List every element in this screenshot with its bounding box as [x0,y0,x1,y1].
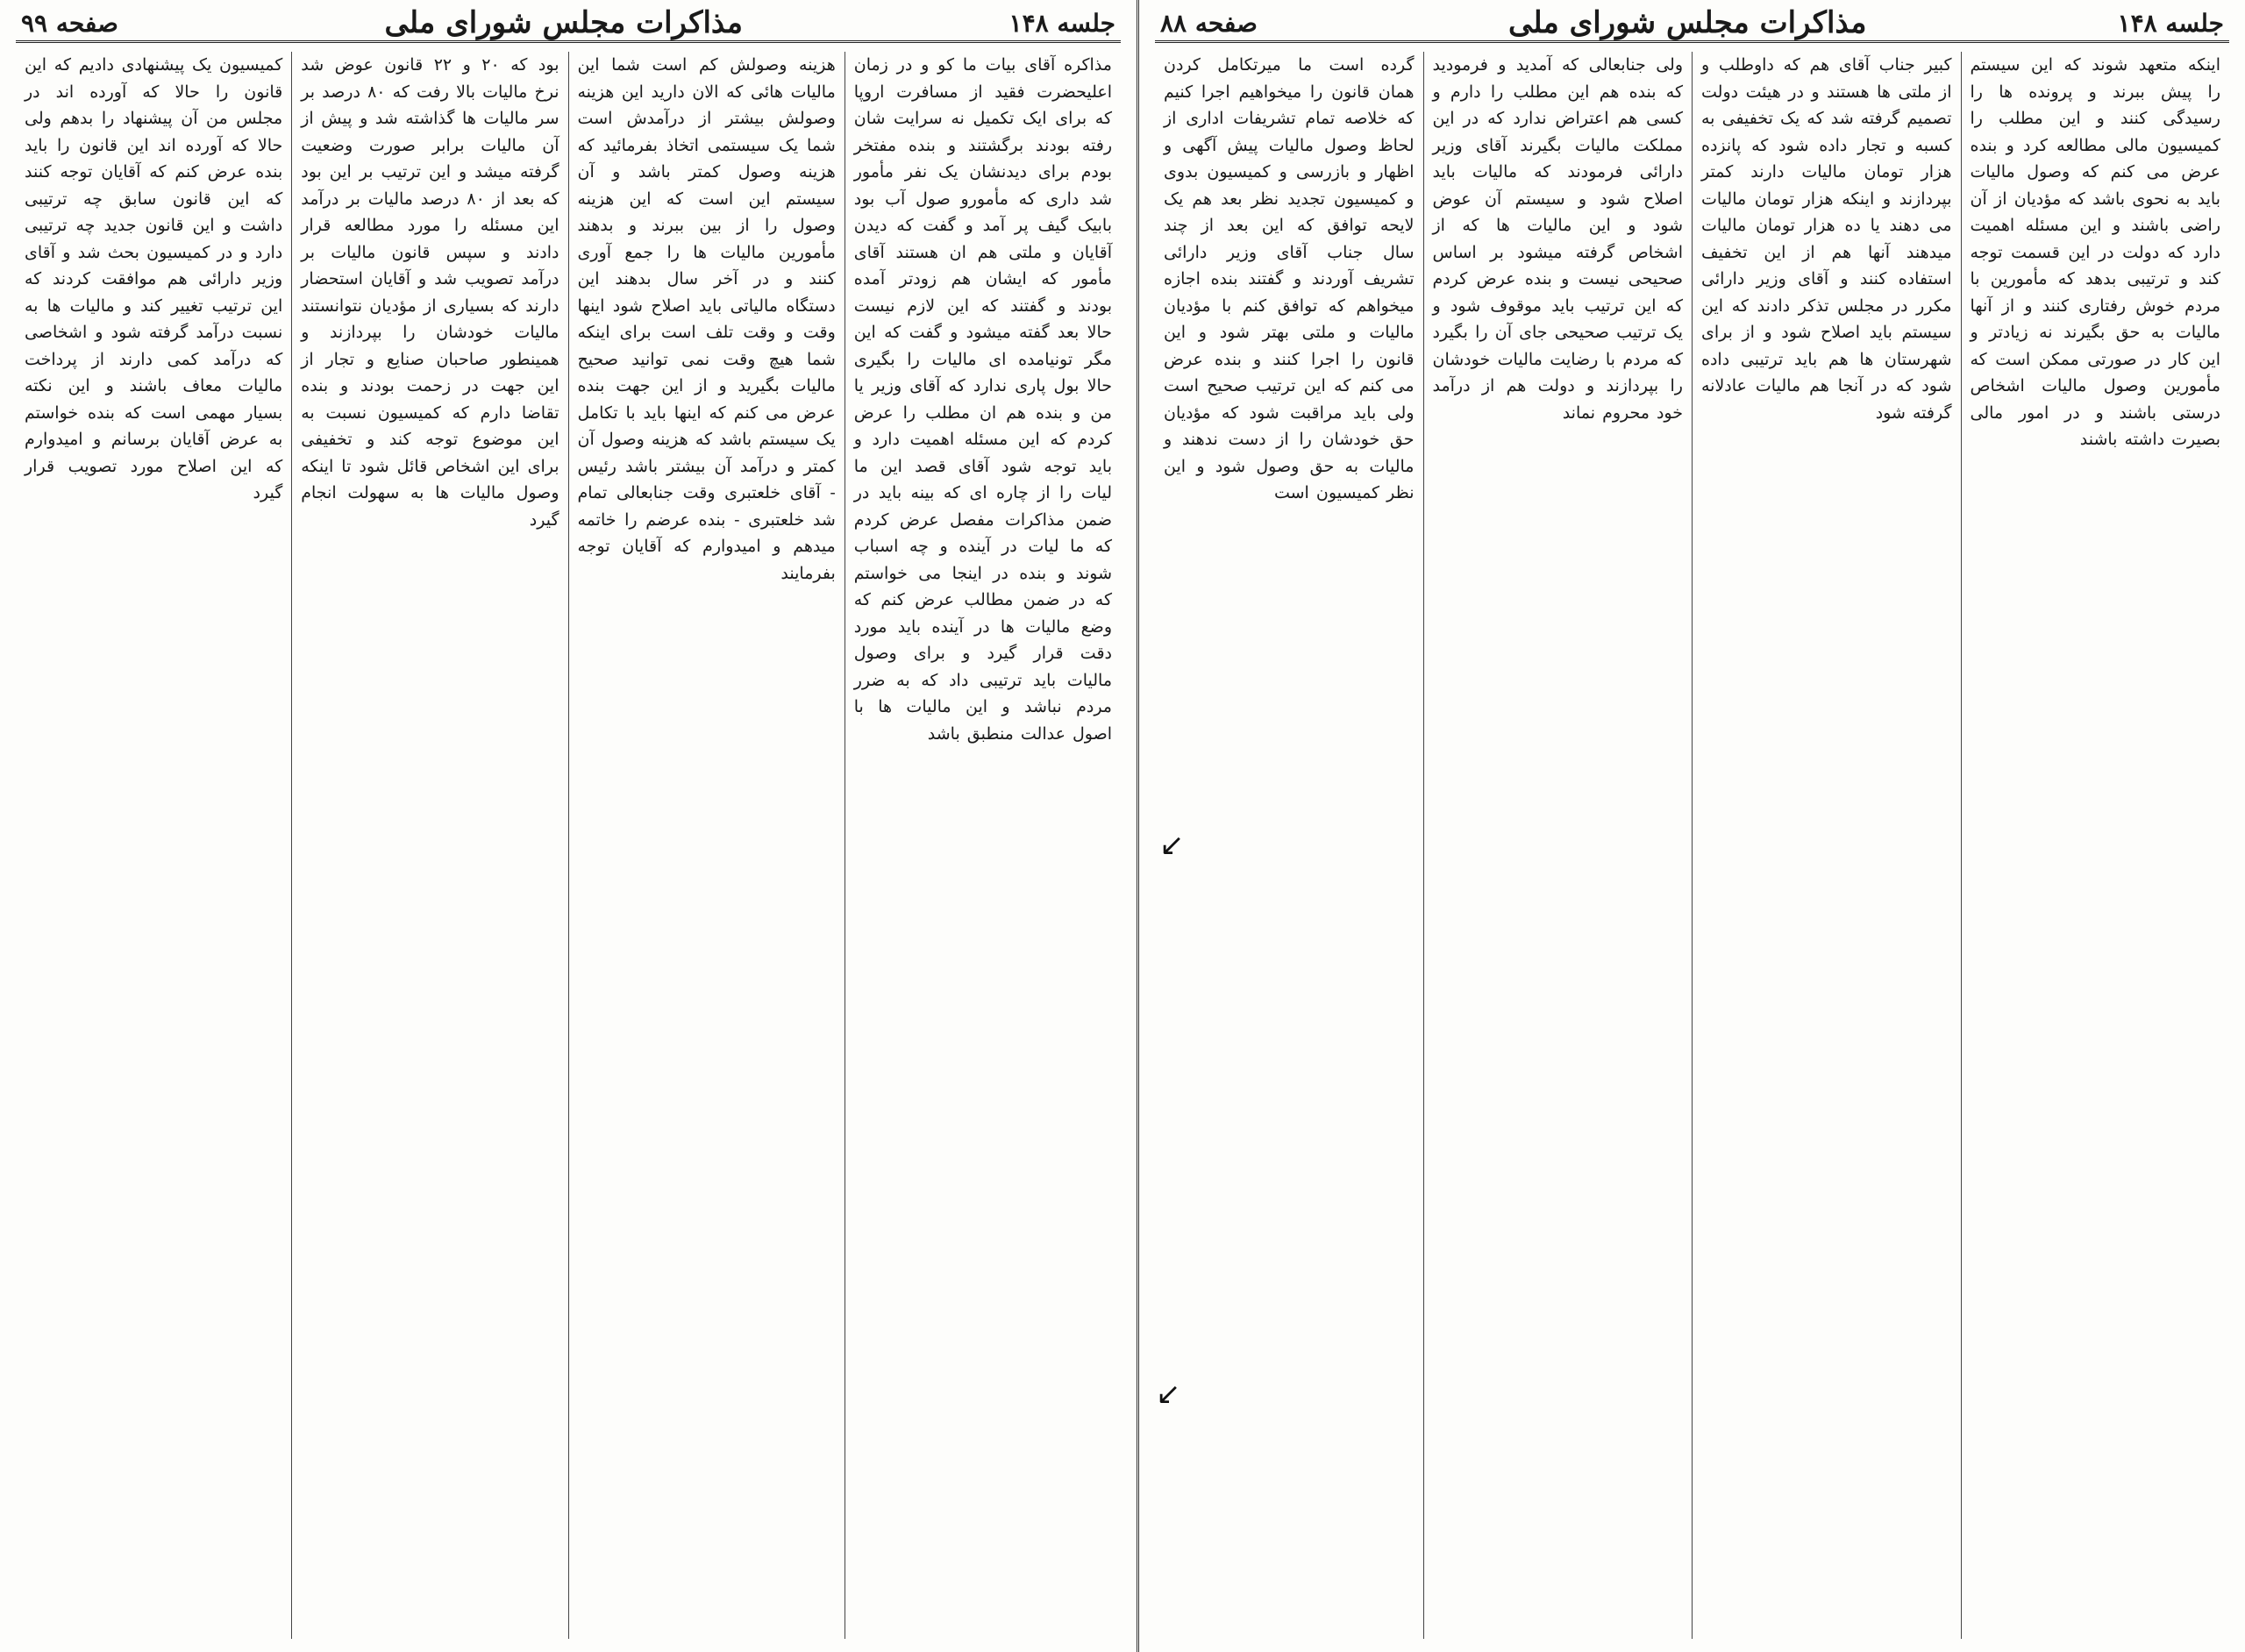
right-column-3 [1423,52,1693,1639]
column-text: اینکه متعهد شوند که این سیستم را پیش ببرند و پرونده ها را رسیدگی کنند و این مطلب را کمیسیون مالی مطالعه کرد و بنده عرض می کنم که وصول مالیات باید به نحوی باشد که مؤدیان از آن راضی باشند و این مسئله اهمیت دارد که دولت در این قسمت توجه کند و ترتیبی بدهد که مأمورین با مردم خوش رفتاری کنند و از آنها مالیات به حق بگیرند نه زیادتر و این کار در صورتی ممکن است که مأمورین وصول مالیات اشخاص درستی باشند و در امور مالی بصیرت داشته باشند [1970,55,2220,449]
right-session-label: جلسه ۱۴۸ [2117,8,2224,38]
left-column-1 [845,52,1121,1639]
left-page-columns [16,52,1121,1639]
right-page-columns [1155,52,2229,1639]
right-page [1137,0,2245,1652]
right-page-title: مذاکرات مجلس شورای ملی [1507,5,1867,40]
left-page-header [16,5,1121,43]
column-text: ولی جنابعالی که آمدید و فرمودید که بنده هم این مطلب را دارم و کسی هم اعتراض ندارد که در این مملکت مالیات بگیرند آقای وزیر دارائی فرمودند که مالیات باید اصلاح شود و سیستم آن عوض شود و این مالیات ها که از اشخاص گرفته میشود بر اساس صحیحی نیست و بنده عرض کردم که این ترتیب باید موقوف شود و یک ترتیب صحیحی جای آن را بگیرد که مردم با رضایت مالیات خودشان را بپردازند و دولت هم از درآمد خود محروم نماند [1432,55,1683,423]
column-text: بود که ۲۰ و ۲۲ قانون عوض شد نرخ مالیات بالا رفت که ۸۰ درصد بر سر مالیات ها گذاشته شد و پیش از آن مالیات برابر صورت وضعیت گرفته میشد و این ترتیب بر این بود که بعد از ۸۰ درصد مالیات بر درآمد این مسئله را مورد مطالعه قرار دادند و سپس قانون مالیات بر درآمد تصویب شد و آقایان استحضار دارند که بسیاری از مؤدیان نتوانستند مالیات خودشان را بپردازند و همینطور صاحبان صنایع و تجار از این جهت در زحمت بودند و بنده تقاضا دارم که کمیسیون نسبت به این موضوع توجه کند و تخفیفی برای این اشخاص قائل شود تا اینکه وصول مالیات ها به سهولت انجام گیرد [301,55,559,530]
column-text: کمیسیون یک پیشنهادی دادیم که این قانون را حالا که آورده اند در مجلس من آن پیشنهاد را بدهم ولی حالا که آورده اند این قانون را باید بنده عرض کنم که آقایان توجه کنند که این قانون سابق چه ترتیبی داشت و این قانون جدید چه ترتیبی دارد و در کمیسیون بحث شد و آقای وزیر دارائی هم موافقت کردند که این ترتیب تغییر کند و مالیات ها به نسبت درآمد گرفته شود و اشخاصی که درآمد کمی دارند از پرداخت مالیات معاف باشند و این نکته بسیار مهمی است که بنده خواستم به عرض آقایان برسانم و امیدوارم که این اصلاح مورد تصویب قرار گیرد [25,55,283,502]
left-column-4 [16,52,291,1639]
column-text: گرده است ما میرتکامل کردن همان قانون را میخواهیم اجرا کنیم که خلاصه تمام تشریفات اداری از لحاظ وصول مالیات پیش آگهی و اظهار و بازرسی و کمیسیون بدوی و کمیسیون تجدید نظر بعد هم یک لایحه توافق که این بعد از چند سال جناب آقای وزیر دارائی تشریف آوردند و گفتند بنده اجازه میخواهم که توافق کنم با مؤدیان مالیات و ملتی بهتر شود و این قانون را اجرا کنند و بنده عرض می کنم که این ترتیب صحیح است ولی باید مراقبت شود که مؤدیان حق خودشان را از دست ندهند و مالیات به حق وصول شود و این نظر کمیسیون است [1164,55,1415,502]
left-page-number: صفحه ۹۹ [21,8,118,38]
right-page-header [1155,5,2229,43]
left-column-2 [568,52,845,1639]
left-page-title: مذاکرات مجلس شورای ملی [384,5,743,40]
handwritten-arrow-mark-icon: ↙ [1159,828,1185,863]
left-session-label: جلسه ۱۴۸ [1008,8,1115,38]
right-page-number: صفحه ۸۸ [1160,8,1258,38]
left-column-3 [291,52,567,1639]
right-column-4 [1155,52,1423,1639]
column-text: هزینه وصولش کم است شما این مالیات هائی که الان دارید این هزینه وصولش بیشتر از درآمدش است شما یک سیستمی اتخاذ بفرمائید که هزینه وصول کمتر باشد و آن سیستم این است که این هزینه وصول را از بین ببرند و بدهند مأمورین مالیات ها را جمع آوری کنند و در آخر سال بدهند این دستگاه مالیاتی باید اصلاح شود اینها وقت و وقت تلف است برای اینکه شما هیچ وقت نمی توانید صحیح مالیات بگیرید و از این جهت بنده عرض می کنم که اینها باید با تکامل یک سیستم باشد که هزینه وصول آن کمتر و درآمد آن بیشتر باشد رئیس - آقای خلعتبری وقت جنابعالی تمام شد خلعتبری - بنده عرضم را خاتمه میدهم و امیدوارم که آقایان توجه بفرمایند [577,55,836,583]
right-column-2 [1692,52,1961,1639]
column-text: کبیر جناب آقای هم که داوطلب و از ملتی ها هستند و در هیئت دولت تصمیم گرفته شد که یک تخفیفی به کسبه و تجار داده شود که پانزده هزار تومان مالیات دارند کمتر بپردازند و اینکه هزار تومان مالیات می دهند یا ده هزار تومان مالیات میدهند آنها هم از این تخفیف استفاده کنند و آقای وزیر دارائی مکرر در مجلس تذکر دادند که این سیستم باید اصلاح شود و از برای شهرستان ها هم باید ترتیبی داده شود که در آنجا هم مالیات عادلانه گرفته شود [1701,55,1952,423]
handwritten-arrow-mark-icon: ↙ [1156,1377,1181,1412]
column-text: مذاکره آقای بیات ما کو و در زمان اعلیحضرت فقید از مسافرت اروپا که برای ایک تکمیل نه سرایت شان رفته بودند برگشتند و بنده مفتخر بودم برای دیدنشان یک نفر مأمور شد داری که مأمورو صول آب بود بابیک گیف پر آمد و گفت که دیدن آقایان و ملتی هم ان هستند آقای مأمور که ایشان هم زودتر آمده بودند و گفتند که این لازم نیست حالا بعد گفته میشود و گفت که این مگر تونیامده ای مالیات را بگیری حالا بول پاری ندارد که آقای وزیر یا من و بنده هم ان مطلب را عرض کردم که این مسئله اهمیت دارد و باید توجه شود آقای قصد این ما لیات را از چاره ای که بینه باید در ضمن مذاکرات مفصل عرض کردم که ما لیات در آینده و چه اسباب شوند و بنده در اینجا می خواستم که در ضمن مطالب عرض کنم که وضع مالیات ها در آینده باید مورد دقت قرار گیرد و برای وصول مالیات باید ترتیبی داد که به ضرر مردم نباشد و این مالیات ها با اصول عدالت منطبق باشد [853,55,1112,744]
right-column-1 [1961,52,2230,1639]
